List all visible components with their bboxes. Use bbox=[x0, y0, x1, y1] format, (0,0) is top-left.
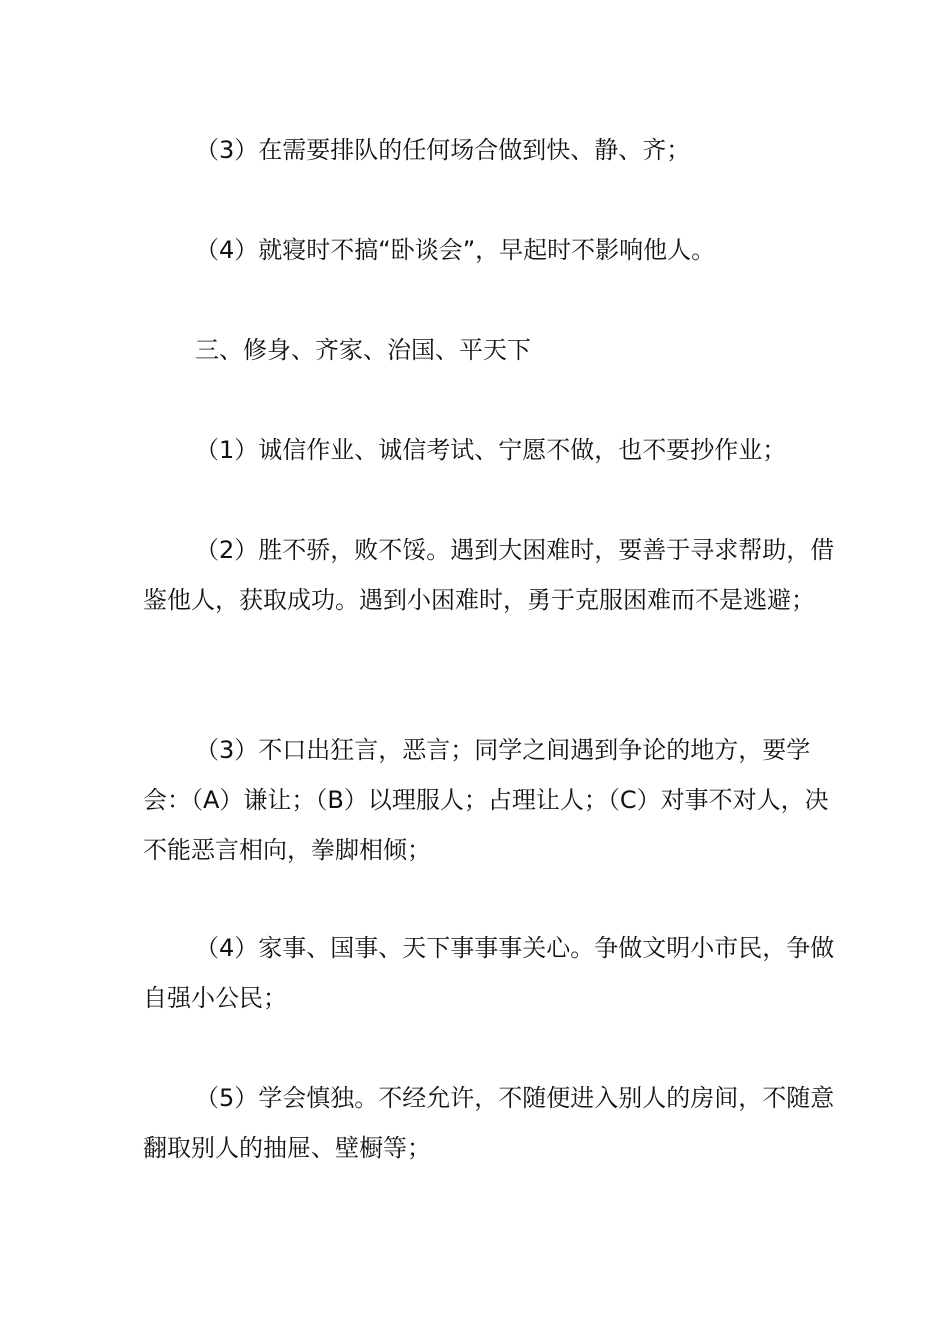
section-heading-three: 三、修身、齐家、治国、平天下 bbox=[195, 336, 531, 364]
paragraph-item-1-honesty: （1）诚信作业、诚信考试、宁愿不做，也不要抄作业； bbox=[195, 436, 787, 464]
paragraph-item-3-speech: （3）不口出狂言，恶言；同学之间遇到争论的地方，要学会：（A）谦让；（B）以理服人；占理让人；（C）对事不对人，决不能恶言相向，拳脚相倾； bbox=[143, 736, 829, 864]
paragraph-rule-4-sleep: （4）就寝时不搞“卧谈会”，早起时不影响他人。 bbox=[195, 236, 716, 264]
paragraph-item-5-privacy: （5）学会慎独。不经允许，不随便进入别人的房间，不随意翻取别人的抽屉、壁橱等； bbox=[143, 1084, 835, 1162]
paragraph-item-2-difficulty: （2）胜不骄，败不馁。遇到大困难时，要善于寻求帮助，借鉴他人，获取成功。遇到小困难时，勇于克服困难而不是逃避； bbox=[143, 536, 835, 614]
paragraph-rule-3-queue: （3）在需要排队的任何场合做到快、静、齐； bbox=[195, 136, 691, 164]
paragraph-item-4-concern: （4）家事、国事、天下事事事关心。争做文明小市民，争做自强小公民； bbox=[143, 934, 835, 1012]
